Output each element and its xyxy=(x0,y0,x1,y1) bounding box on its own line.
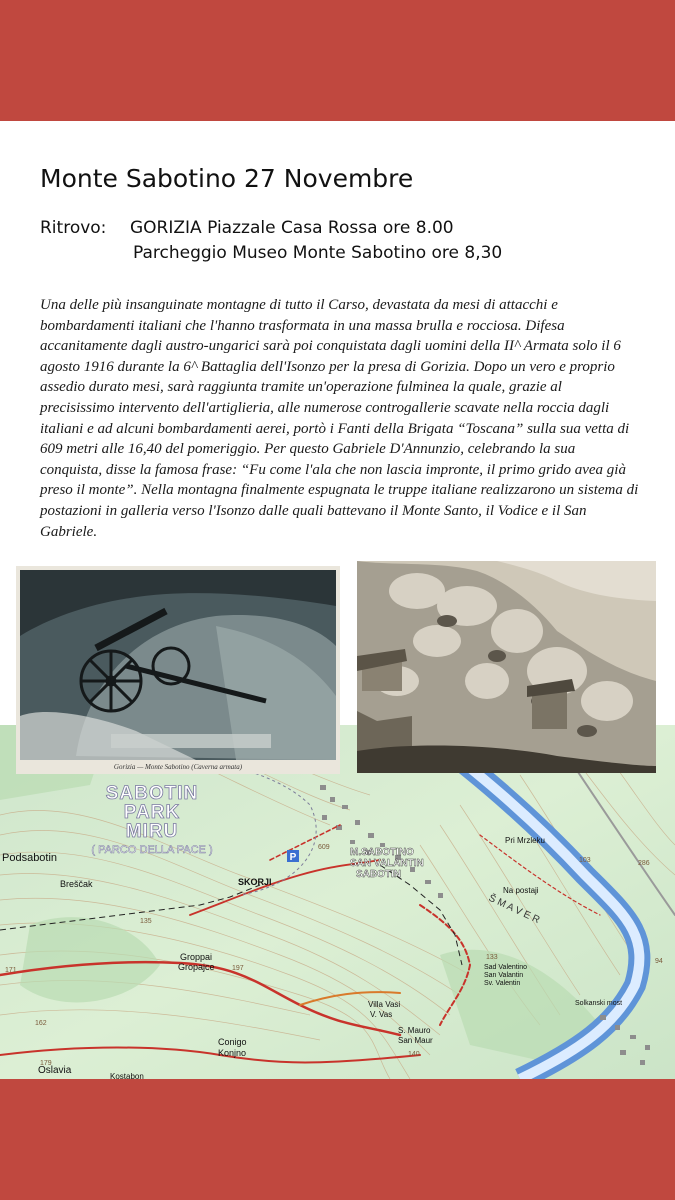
topographic-map xyxy=(0,725,675,1079)
place-solkanski: Solkanski most xyxy=(575,1000,623,1007)
place-gropajce: Gropajce xyxy=(178,962,215,972)
place-sabotin: SABOTIN xyxy=(356,869,401,880)
place-kostabon: Kostabon xyxy=(110,1072,144,1079)
map-svg xyxy=(0,725,675,1079)
park-title-1: SABOTIN xyxy=(105,783,199,804)
parking-sign: P xyxy=(289,852,297,863)
elev-140: 140 xyxy=(408,1051,420,1058)
place-konjno: Konjno xyxy=(218,1048,247,1058)
top-banner xyxy=(0,0,675,121)
place-napostaji: Na postaji xyxy=(503,886,539,895)
place-sabotino: M.SABOTINO xyxy=(350,847,414,858)
place-villavasi: Villa Vasi xyxy=(368,1000,401,1009)
photo-cave-artillery xyxy=(16,566,340,774)
place-sanvalantin: SAN VALANTIN xyxy=(350,858,424,869)
elev-135: 135 xyxy=(140,918,152,925)
park-title-3: MIRU xyxy=(125,821,179,842)
elev-179: 179 xyxy=(40,1060,52,1067)
place-smauro: S. Mauro xyxy=(398,1026,431,1035)
photo-caption: Gorizia — Monte Sabotino (Caverna armata) xyxy=(113,763,243,771)
elev-286: 286 xyxy=(638,860,650,867)
place-sadvalentino: Sad Valentino xyxy=(484,964,528,971)
place-svvalentin: Sv. Valentin xyxy=(484,980,521,987)
elev-609: 609 xyxy=(318,844,330,851)
place-sanmaur: San Maur xyxy=(398,1036,433,1045)
place-brescak: Breščak xyxy=(60,879,93,889)
meeting-line-2: Parcheggio Museo Monte Sabotino ore 8,30 xyxy=(133,243,503,263)
bottom-banner xyxy=(0,1079,675,1200)
place-podsabotin: Podsabotin xyxy=(2,852,58,864)
elev-162: 162 xyxy=(35,1020,47,1027)
description-paragraph: Una delle più insanguinate montagne di tutto il Carso, devastata da mesi di attacchi e bombardamenti italiani che l'hanno trasformata in una massa brulla e rocciosa. Difesa accanitamente dagli austro-ungarici sarà poi conquistata dagli uomini della II^ Armata solo il 6 agosto 1916 durante la 6^ Battaglia dell'Isonzo per la presa di Gorizia. Dopo un vero e proprio assedio durato mesi, sarà raggiunta tramite un'operazione fulminea la quale, grazie al precisissimo intervento dell'artiglieria, alle numerose controgallerie scavate nella roccia dagli italiani e ad alcuni bombardamenti aerei, portò i Fanti della Brigata “Toscana” sulla sua vetta di 609 metri alle 16,40 del pomeriggio. Per questo Gabriele D'Annunzio, celebrando la sua conquista, disse la famosa frase: “Fu come l'ala che non lascia impronte, il primo grido avea già preso il monte”. Nella montagna finalmente espugnata le truppe italiane realizzarono un sistema di postazioni in galleria verso l'Isonzo dalle quali battevano il Monte Santo, il Vodice e il San Gabriele. xyxy=(40,297,639,540)
elev-197: 197 xyxy=(232,965,244,972)
elev-133: 133 xyxy=(486,954,498,961)
park-title-2: PARK xyxy=(123,802,181,823)
place-primrzleku: Pri Mrzleku xyxy=(505,836,546,845)
place-smaver: Š M A V E R xyxy=(486,892,542,926)
park-subtitle: ( PARCO DELLA PACE ) xyxy=(91,844,213,856)
page-title: Monte Sabotino 27 Novembre xyxy=(40,164,414,193)
place-oslavia: Oslavia xyxy=(38,1065,72,1076)
place-skorji: SKORJI xyxy=(238,877,272,887)
place-vvas: V. Vas xyxy=(370,1010,393,1019)
elev-171: 171 xyxy=(5,967,17,974)
elev-94: 94 xyxy=(655,958,663,965)
meeting-line-1: GORIZIA Piazzale Casa Rossa ore 8.00 xyxy=(130,218,454,238)
meeting-label: Ritrovo: xyxy=(40,218,107,238)
photo-rocky-mountain xyxy=(357,561,656,773)
place-groppai: Groppai xyxy=(180,952,213,962)
place-sanvalantin-small: San Valantin xyxy=(484,972,524,979)
elev-103: 103 xyxy=(579,857,591,864)
place-conigo: Conigo xyxy=(218,1037,247,1047)
